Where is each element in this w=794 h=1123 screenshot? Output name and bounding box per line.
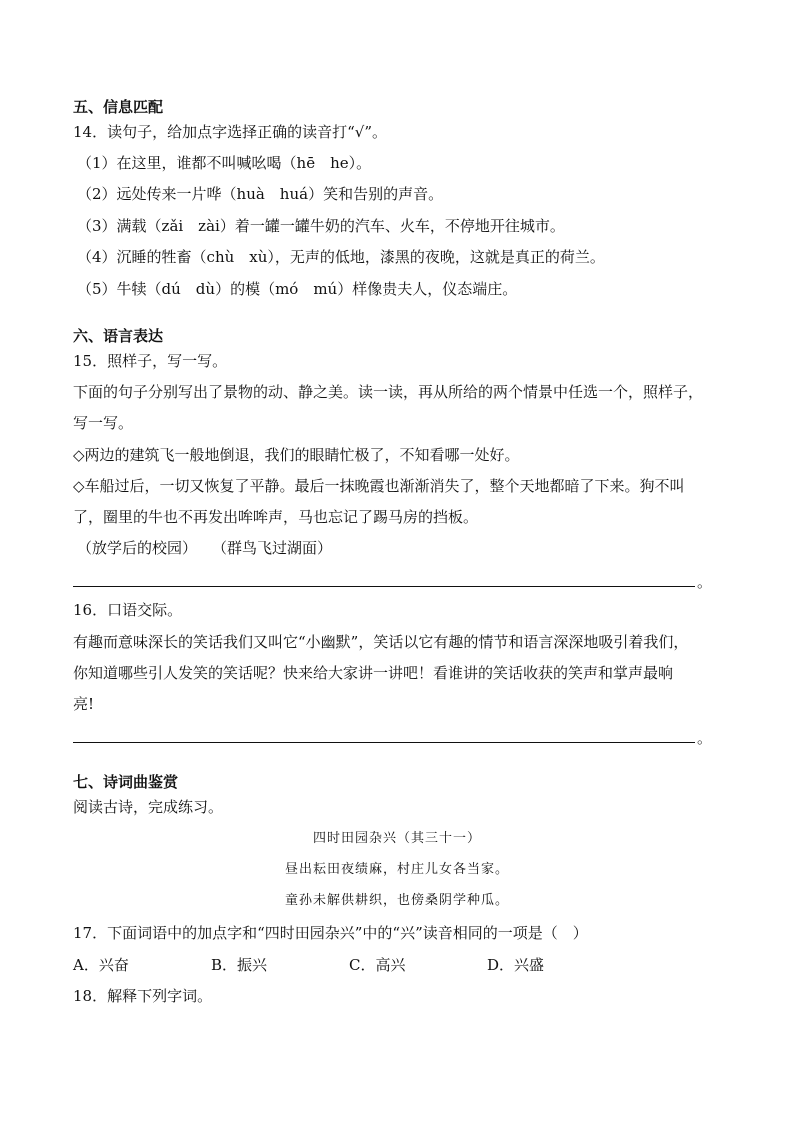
section-5-heading: 五、信息匹配 xyxy=(73,98,164,116)
section-6-heading: 六、语言表达 xyxy=(73,327,164,345)
question-17-option-a[interactable]: A．兴奋 xyxy=(73,956,129,974)
question-14-item-3: （3）满载（zǎi zài）着一罐一罐牛奶的汽车、火车，不停地开往城市。 xyxy=(77,217,565,235)
question-15-answer-line[interactable] xyxy=(73,586,695,587)
question-16-stem: 16．口语交际。 xyxy=(73,601,183,619)
question-15-end-mark: 。 xyxy=(697,573,713,591)
question-14-item-5: （5）牛犊（dú dù）的模（mó mú）样像贵夫人，仪态端庄。 xyxy=(77,280,518,298)
poem-line-2: 童孙未解供耕织，也傍桑阴学种瓜。 xyxy=(284,893,509,908)
poem-instruction: 阅读古诗，完成练习。 xyxy=(73,798,224,816)
question-15-intro-line-2: 写一写。 xyxy=(73,414,134,432)
question-14-item-4: （4）沉睡的牲畜（chù xù），无声的低地，漆黑的夜晚，这就是真正的荷兰。 xyxy=(77,248,605,266)
question-14-item-2: （2）远处传来一片哗（huà huá）笑和告别的声音。 xyxy=(77,185,444,203)
poem-line-1: 昼出耘田夜绩麻，村庄儿女各当家。 xyxy=(284,862,509,877)
question-17-option-d[interactable]: D．兴盛 xyxy=(487,956,545,974)
question-15-choices: （放学后的校园） （群鸟飞过湖面） xyxy=(77,539,333,557)
question-16-text-line-2: 你知道哪些引人发笑的笑话呢？快来给大家讲一讲吧！看谁讲的笑话收获的笑声和掌声最响 xyxy=(73,664,674,682)
question-15-example-2-line-1: ◇车船过后，一切又恢复了平静。最后一抹晚霞也渐渐消失了，整个天地都暗了下来。狗不叫 xyxy=(73,477,685,495)
question-14-item-1: （1）在这里，谁都不叫喊吆喝（hē he）。 xyxy=(77,154,372,172)
poem-title: 四时田园杂兴（其三十一） xyxy=(312,831,481,846)
question-16-text-line-3: 亮! xyxy=(73,695,95,713)
question-14-stem: 14．读句子，给加点字选择正确的读音打“√”。 xyxy=(73,123,387,141)
question-16-end-mark: 。 xyxy=(697,729,713,747)
question-17-option-b[interactable]: B．振兴 xyxy=(211,956,268,974)
question-15-example-1: ◇两边的建筑飞一般地倒退，我们的眼睛忙极了，不知看哪一处好。 xyxy=(73,446,520,464)
question-15-stem: 15．照样子，写一写。 xyxy=(73,352,228,370)
question-17-option-c[interactable]: C．高兴 xyxy=(349,956,406,974)
question-15-example-2-line-2: 了，圈里的牛也不再发出哞哞声，马也忘记了踢马房的挡板。 xyxy=(73,508,479,526)
question-16-text-line-1: 有趣而意味深长的笑话我们又叫它“小幽默”，笑话以它有趣的情节和语言深深地吸引着我们， xyxy=(73,633,689,651)
section-7-heading: 七、诗词曲鉴赏 xyxy=(73,773,179,791)
question-18-stem: 18．解释下列字词。 xyxy=(73,987,213,1005)
question-17-stem: 17．下面词语中的加点字和“四时田园杂兴”中的“兴”读音相同的一项是（ ） xyxy=(73,924,588,942)
question-15-intro-line-1: 下面的句子分别写出了景物的动、静之美。读一读，再从所给的两个情景中任选一个，照样子， xyxy=(73,383,704,401)
question-16-answer-line[interactable] xyxy=(73,742,695,743)
